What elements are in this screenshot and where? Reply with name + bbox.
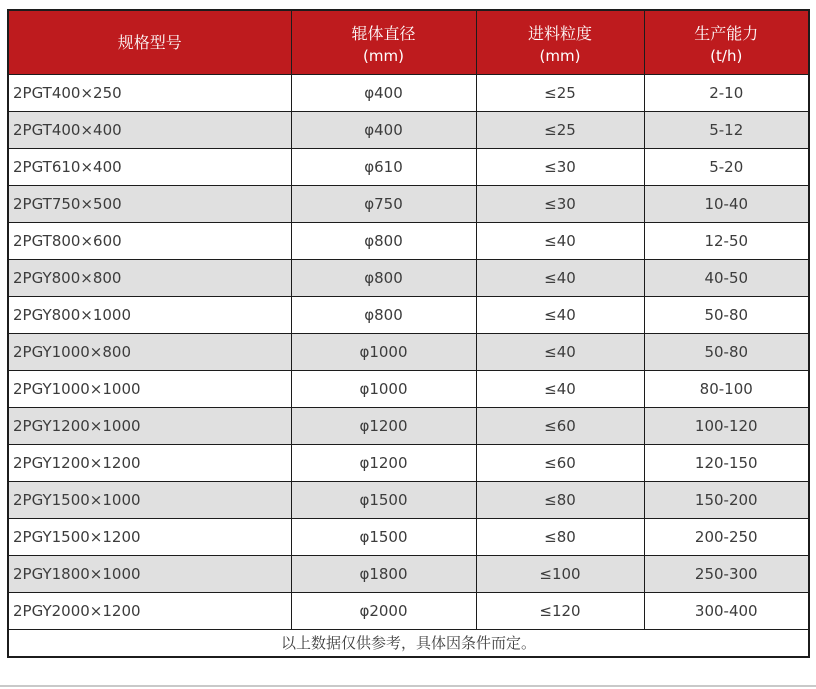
roller-diameter-cell: φ610 (291, 148, 476, 185)
table-body (8, 74, 809, 629)
feed-size-cell: ≤80 (476, 481, 644, 518)
feed-size-cell: ≤30 (476, 148, 644, 185)
model-cell: 2PGT400×400 (8, 111, 291, 148)
feed-size-cell: ≤100 (476, 555, 644, 592)
feed-size-cell: ≤40 (476, 333, 644, 370)
spec-row (8, 555, 809, 592)
roller-diameter-cell: φ1500 (291, 518, 476, 555)
col-header-feed-size-unit: (mm) (539, 46, 581, 65)
capacity-cell: 250-300 (644, 555, 809, 592)
col-header-capacity-label: 生产能力 (694, 23, 759, 43)
capacity-cell: 80-100 (644, 370, 809, 407)
roller-diameter-cell: φ2000 (291, 592, 476, 629)
feed-size-cell: ≤40 (476, 259, 644, 296)
capacity-cell: 5-12 (644, 111, 809, 148)
spec-row (8, 592, 809, 629)
spec-row (8, 481, 809, 518)
roller-diameter-cell: φ400 (291, 74, 476, 111)
table-header (8, 10, 809, 74)
roller-diameter-cell: φ800 (291, 259, 476, 296)
roller-diameter-cell: φ800 (291, 222, 476, 259)
spec-row (8, 370, 809, 407)
col-header-roller-diameter-unit: (mm) (363, 46, 404, 65)
col-header-roller-diameter (291, 10, 476, 74)
roller-diameter-cell: φ1500 (291, 481, 476, 518)
feed-size-cell: ≤25 (476, 111, 644, 148)
spec-row (8, 74, 809, 111)
table-footer (8, 629, 809, 657)
col-header-capacity (644, 10, 809, 74)
col-header-feed-size-label: 进料粒度 (527, 23, 592, 43)
model-cell: 2PGY1200×1000 (8, 407, 291, 444)
spec-row (8, 111, 809, 148)
capacity-cell: 300-400 (644, 592, 809, 629)
model-cell: 2PGY1500×1200 (8, 518, 291, 555)
roller-diameter-cell: φ1000 (291, 370, 476, 407)
capacity-cell: 2-10 (644, 74, 809, 111)
spec-row (8, 444, 809, 481)
capacity-cell: 40-50 (644, 259, 809, 296)
model-cell: 2PGY1800×1000 (8, 555, 291, 592)
col-header-model (8, 10, 291, 74)
col-header-capacity-unit: (t/h) (710, 46, 743, 65)
footnote-row (8, 629, 809, 657)
roller-diameter-cell: φ400 (291, 111, 476, 148)
model-cell: 2PGY2000×1200 (8, 592, 291, 629)
col-header-model-label: 规格型号 (117, 32, 182, 52)
feed-size-cell: ≤40 (476, 370, 644, 407)
model-cell: 2PGT800×600 (8, 222, 291, 259)
feed-size-cell: ≤80 (476, 518, 644, 555)
table-footnote: 以上数据仅供参考，具体因条件而定。 (8, 629, 809, 657)
spec-row (8, 259, 809, 296)
col-header-feed-size (476, 10, 644, 74)
spec-row (8, 185, 809, 222)
spec-row (8, 296, 809, 333)
model-cell: 2PGY1200×1200 (8, 444, 291, 481)
model-cell: 2PGY800×800 (8, 259, 291, 296)
capacity-cell: 200-250 (644, 518, 809, 555)
roller-diameter-cell: φ1800 (291, 555, 476, 592)
feed-size-cell: ≤40 (476, 222, 644, 259)
capacity-cell: 50-80 (644, 333, 809, 370)
model-cell: 2PGT610×400 (8, 148, 291, 185)
model-cell: 2PGY800×1000 (8, 296, 291, 333)
feed-size-cell: ≤25 (476, 74, 644, 111)
model-cell: 2PGY1500×1000 (8, 481, 291, 518)
bottom-divider (0, 685, 816, 687)
feed-size-cell: ≤30 (476, 185, 644, 222)
model-cell: 2PGT400×250 (8, 74, 291, 111)
spec-row (8, 148, 809, 185)
roller-diameter-cell: φ800 (291, 296, 476, 333)
roller-diameter-cell: φ1200 (291, 407, 476, 444)
spec-row (8, 333, 809, 370)
roller-diameter-cell: φ750 (291, 185, 476, 222)
roller-diameter-cell: φ1000 (291, 333, 476, 370)
model-cell: 2PGY1000×800 (8, 333, 291, 370)
capacity-cell: 10-40 (644, 185, 809, 222)
capacity-cell: 120-150 (644, 444, 809, 481)
feed-size-cell: ≤40 (476, 296, 644, 333)
feed-size-cell: ≤60 (476, 444, 644, 481)
header-row (8, 10, 809, 74)
capacity-cell: 12-50 (644, 222, 809, 259)
feed-size-cell: ≤60 (476, 407, 644, 444)
roller-diameter-cell: φ1200 (291, 444, 476, 481)
feed-size-cell: ≤120 (476, 592, 644, 629)
capacity-cell: 150-200 (644, 481, 809, 518)
model-cell: 2PGT750×500 (8, 185, 291, 222)
capacity-cell: 50-80 (644, 296, 809, 333)
model-cell: 2PGY1000×1000 (8, 370, 291, 407)
capacity-cell: 5-20 (644, 148, 809, 185)
spec-table (7, 9, 810, 658)
spec-row (8, 407, 809, 444)
col-header-roller-diameter-label: 辊体直径 (351, 23, 416, 43)
capacity-cell: 100-120 (644, 407, 809, 444)
spec-row (8, 222, 809, 259)
spec-row (8, 518, 809, 555)
